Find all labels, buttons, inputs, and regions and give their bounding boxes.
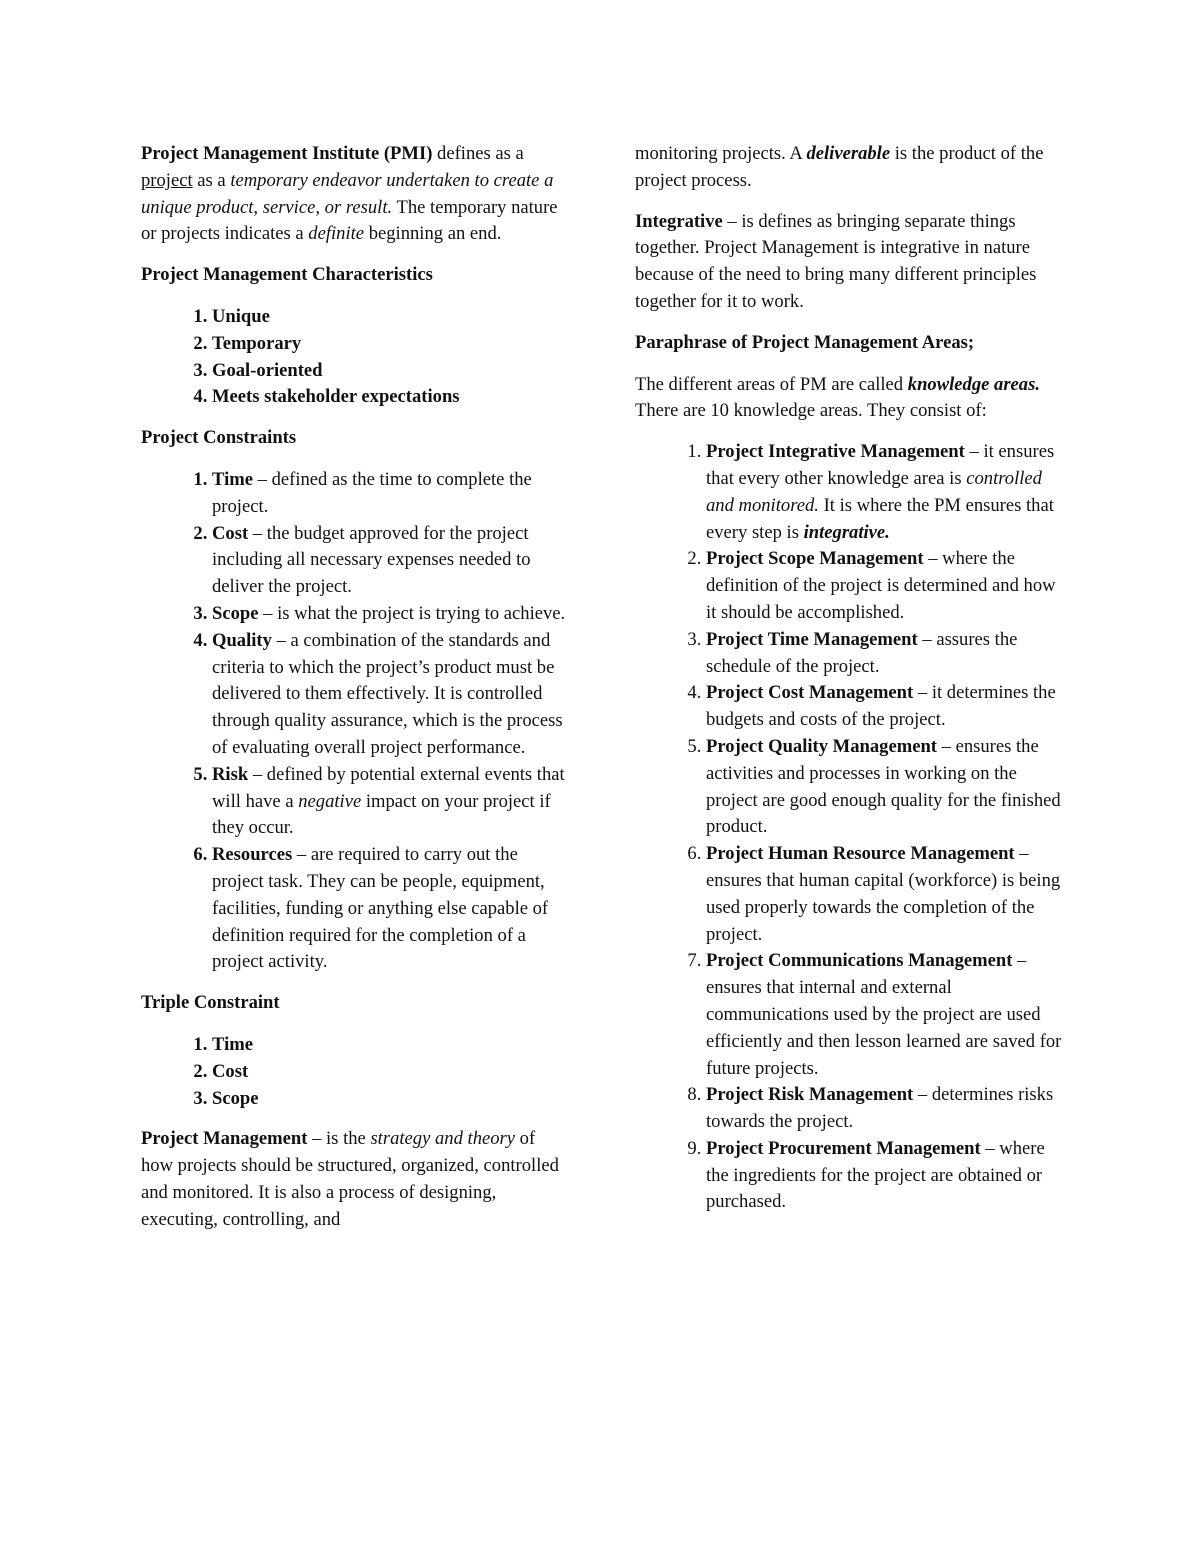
list-item: 3. Scope – is what the project is trying to achieve.	[212, 601, 571, 628]
list-item: 1. Project Integrative Management – it ensures that every other knowledge area is controlled and monitored. It is where the PM ensures that every step is integrative.	[706, 439, 1065, 546]
triple-constraint-heading: Triple Constraint	[141, 992, 280, 1014]
integrative-paragraph: Integrative – is defines as bringing separate things together. Project Management is integrative in nature because of the need to bring many different principles together for it to work.	[635, 210, 1037, 312]
list-item: 6. Resources – are required to carry out the project task. They can be people, equipment, facilities, funding or anything else capable of definition required for the completion of a project activity.	[212, 842, 571, 976]
list-item: 9. Project Procurement Management – where the ingredients for the project are obtained or purchased.	[706, 1136, 1065, 1216]
list-item: 5. Risk – defined by potential external events that will have a negative impact on your project if they occur.	[212, 762, 571, 842]
constraints-list	[141, 467, 571, 976]
list-item: 7. Project Communications Management – ensures that internal and external communications used by the project are used efficiently and then lesson learned are saved for future projects.	[706, 948, 1065, 1082]
list-item: 1. Time – defined as the time to complete the project.	[212, 467, 571, 521]
areas-heading: Paraphrase of Project Management Areas;	[635, 331, 975, 353]
list-item: 3. Project Time Management – assures the schedule of the project.	[706, 627, 1065, 681]
list-item: 3. Goal-oriented	[212, 358, 571, 385]
knowledge-areas-list	[635, 439, 1065, 1216]
list-item: 6. Project Human Resource Management – ensures that human capital (workforce) is being used properly towards the completion of the project.	[706, 841, 1065, 948]
list-item: 4. Project Cost Management – it determines the budgets and costs of the project.	[706, 680, 1065, 734]
project-term: project	[141, 169, 193, 191]
list-item: 5. Project Quality Management – ensures the activities and processes in working on the project are good enough quality for the finished product.	[706, 734, 1065, 841]
right-column	[635, 141, 1065, 1230]
list-item: 1. Time	[212, 1032, 571, 1059]
triple-constraint-list	[141, 1032, 571, 1112]
characteristics-list	[141, 304, 571, 411]
list-item: 2. Cost	[212, 1059, 571, 1086]
areas-intro-paragraph: The different areas of PM are called knowledge areas. There are 10 knowledge areas. They consist of:	[635, 373, 1040, 422]
characteristics-heading: Project Management Characteristics	[141, 264, 433, 286]
list-item: 2. Cost – the budget approved for the project including all necessary expenses needed to deliver the project.	[212, 521, 571, 601]
deliverable-paragraph: monitoring projects. A deliverable is the product of the project process.	[635, 143, 1044, 191]
project-management-paragraph: Project Management – is the strategy and theory of how projects should be structured, organized, controlled and monitored. It is also a process of designing, executing, controlling, and	[141, 1128, 559, 1230]
list-item: 2. Project Scope Management – where the definition of the project is determined and how it should be accomplished.	[706, 546, 1065, 626]
list-item: 4. Meets stakeholder expectations	[212, 384, 571, 411]
list-item: 1. Unique	[212, 304, 571, 331]
pmi-definition-paragraph: Project Management Institute (PMI) defines as a project as a temporary endeavor undertaken to create a unique product, service, or result. The temporary nature or projects indicates a definite beginning an end.	[141, 143, 558, 245]
constraints-heading: Project Constraints	[141, 427, 297, 449]
list-item: 2. Temporary	[212, 331, 571, 358]
left-column	[141, 141, 571, 1247]
list-item: 4. Quality – a combination of the standards and criteria to which the project’s product must be delivered to them effectively. It is controlled through quality assurance, which is the process of evaluating overall project performance.	[212, 628, 571, 762]
list-item: 8. Project Risk Management – determines risks towards the project.	[706, 1082, 1065, 1136]
list-item: 3. Scope	[212, 1086, 571, 1113]
